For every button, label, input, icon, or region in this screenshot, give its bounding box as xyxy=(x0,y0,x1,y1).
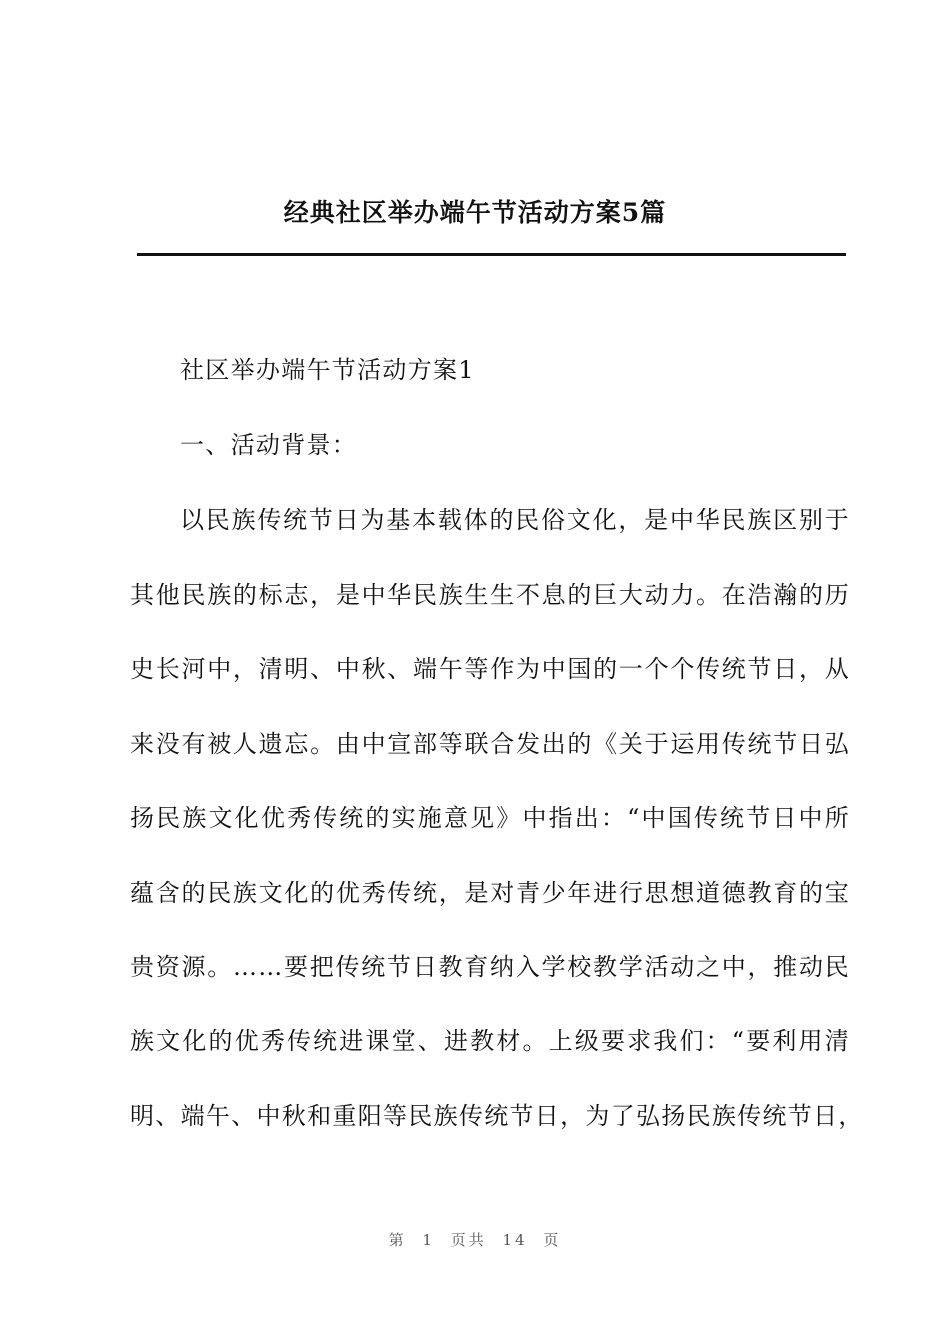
section-heading: 社区举办端午节活动方案1 xyxy=(180,356,475,384)
paragraph-line: 族文化的优秀传统进课堂、进教材。上级要求我们：“要利用清 xyxy=(130,1027,850,1055)
paragraph-line: 明、端午、中秋和重阳等民族传统节日，为了弘扬民族传统节日， xyxy=(130,1102,864,1130)
paragraph-line: 贵资源。……要把传统节日教育纳入学校教学活动之中，推动民 xyxy=(130,953,850,981)
title-divider xyxy=(137,253,846,256)
paragraph-line: 蕴含的民族文化的优秀传统，是对青少年进行思想道德教育的宝 xyxy=(130,879,850,907)
paragraph-line: 扬民族文化优秀传统的实施意见》中指出：“中国传统节日中所 xyxy=(130,804,850,832)
paragraph-line: 来没有被人遗忘。由中宣部等联合发出的《关于运用传统节日弘 xyxy=(130,730,850,758)
paragraph-line: 其他民族的标志，是中华民族生生不息的巨大动力。在浩瀚的历 xyxy=(130,581,850,609)
page-number-footer: 第 1 页共 14 页 xyxy=(388,1231,562,1249)
sub-heading: 一、活动背景： xyxy=(180,431,358,459)
paragraph-line: 史长河中，清明、中秋、端午等作为中国的一个个传统节日，从 xyxy=(130,655,850,683)
document-title: 经典社区举办端午节活动方案5篇 xyxy=(283,198,667,227)
paragraph-line: 以民族传统节日为基本载体的民俗文化，是中华民族区别于 xyxy=(180,506,850,534)
